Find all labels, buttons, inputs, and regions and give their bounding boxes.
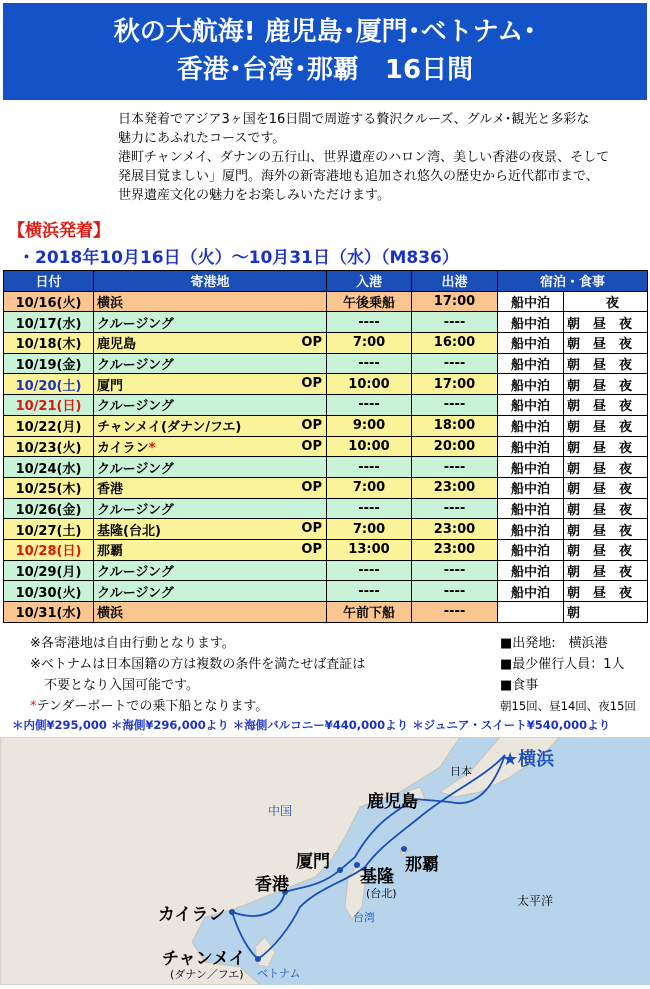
cell-departure: ---- xyxy=(412,312,498,333)
cell-departure: 23:00 xyxy=(412,539,498,560)
cell-stay: 船中泊 xyxy=(498,312,564,333)
optional-tour-badge: OP xyxy=(301,541,322,557)
cell-meals: 朝 xyxy=(564,602,648,623)
schedule-row xyxy=(4,436,648,457)
intro-line: 日本発着でアジア3ヶ国を16日間で周遊する贅沢クルーズ、グルメ･観光と多彩な xyxy=(118,112,590,127)
cell-departure: ---- xyxy=(412,498,498,519)
port-name: 鹿児島 xyxy=(97,337,137,353)
cell-departure: ---- xyxy=(412,395,498,416)
label-hongkong: 香港 xyxy=(255,875,289,895)
cell-arrival: ---- xyxy=(327,498,412,519)
optional-tour-badge: OP xyxy=(301,521,322,537)
cell-arrival: 10:00 xyxy=(327,436,412,457)
route-map xyxy=(0,737,650,985)
cell-stay: 船中泊 xyxy=(498,498,564,519)
intro-line: 発展目覚ましい」厦門。海外の新寄港地も追加され悠久の歴史から近代都市まで、 xyxy=(118,169,599,184)
cell-date: 10/31(水) xyxy=(4,602,94,623)
title-banner xyxy=(3,3,647,100)
cell-meals: 朝 昼 夜 xyxy=(564,581,648,602)
cell-date: 10/16(火) xyxy=(4,291,94,312)
optional-tour-badge: OP xyxy=(301,479,322,495)
cell-stay: 船中泊 xyxy=(498,581,564,602)
cell-arrival: 9:00 xyxy=(327,415,412,436)
intro-line: 港町チャンメイ、ダナンの五行山、世界遺産のハロン湾、美しい香港の夜景、そして xyxy=(118,150,610,165)
cell-stay xyxy=(498,602,564,623)
note: ※ベトナムは日本国籍の方は複数の条件を満たせば査証は xyxy=(30,657,366,672)
cell-date: 10/27(土) xyxy=(4,519,94,540)
label-yokohama: ★横浜 xyxy=(502,749,555,770)
cell-port xyxy=(94,498,327,519)
cell-departure: 17:00 xyxy=(412,291,498,312)
cell-date: 10/19(金) xyxy=(4,353,94,374)
schedule-row xyxy=(4,539,648,560)
cell-departure: 20:00 xyxy=(412,436,498,457)
header-stay-meals: 宿泊・食事 xyxy=(498,271,648,292)
schedule-row xyxy=(4,498,648,519)
cell-date: 10/25(木) xyxy=(4,477,94,498)
notes xyxy=(30,633,365,717)
schedule-row xyxy=(4,457,648,478)
cell-date: 10/26(金) xyxy=(4,498,94,519)
schedule-row xyxy=(4,353,648,374)
cell-date: 10/17(水) xyxy=(4,312,94,333)
header-date: 日付 xyxy=(4,271,94,292)
port-name: カイラン xyxy=(97,440,149,456)
port-name: クルージング xyxy=(97,564,174,580)
schedule-row xyxy=(4,291,648,312)
cell-date: 10/20(土) xyxy=(4,374,94,395)
cell-port xyxy=(94,477,327,498)
schedule-row xyxy=(4,333,648,354)
cell-arrival: ---- xyxy=(327,312,412,333)
cell-departure: ---- xyxy=(412,581,498,602)
cell-arrival: ---- xyxy=(327,353,412,374)
port-name: チャンメイ(ダナン/フエ) xyxy=(97,420,242,436)
cell-meals: 朝 昼 夜 xyxy=(564,457,648,478)
cailan-dot xyxy=(229,909,235,915)
cell-departure: 23:00 xyxy=(412,519,498,540)
cell-arrival: ---- xyxy=(327,560,412,581)
cell-port xyxy=(94,291,327,312)
optional-tour-badge: OP xyxy=(301,438,322,454)
header-departure: 出港 xyxy=(412,271,498,292)
cell-departure: ---- xyxy=(412,560,498,581)
label-china: 中国 xyxy=(268,804,293,818)
cell-arrival: 7:00 xyxy=(327,477,412,498)
info-meals-detail: 朝15回、昼14回、夜15回 xyxy=(500,699,636,713)
schedule-row xyxy=(4,560,648,581)
header-port: 寄港地 xyxy=(94,271,327,292)
cell-arrival: 10:00 xyxy=(327,374,412,395)
port-name: クルージング xyxy=(97,585,174,601)
optional-tour-badge: OP xyxy=(301,335,322,351)
cell-stay: 船中泊 xyxy=(498,539,564,560)
cell-arrival: 午後乗船 xyxy=(327,291,412,312)
cell-arrival: ---- xyxy=(327,395,412,416)
label-chanmei: チャンメイ xyxy=(162,949,246,969)
schedule-row xyxy=(4,519,648,540)
cell-meals: 朝 昼 夜 xyxy=(564,436,648,457)
cell-date: 10/22(月) xyxy=(4,415,94,436)
cell-stay: 船中泊 xyxy=(498,477,564,498)
cell-port xyxy=(94,374,327,395)
optional-tour-badge: OP xyxy=(301,376,322,392)
departure-heading: 【横浜発着】 xyxy=(8,221,110,241)
info-meals: ■食事 xyxy=(500,678,539,693)
cell-departure: 16:00 xyxy=(412,333,498,354)
cell-date: 10/30(火) xyxy=(4,581,94,602)
intro-text xyxy=(118,110,638,205)
cell-arrival: 7:00 xyxy=(327,333,412,354)
cell-meals: 朝 昼 夜 xyxy=(564,415,648,436)
cell-arrival: 13:00 xyxy=(327,539,412,560)
cell-stay: 船中泊 xyxy=(498,415,564,436)
note-text: テンダーボートでの乗下船となります。 xyxy=(36,699,269,714)
port-name: クルージング xyxy=(97,502,174,518)
cell-port xyxy=(94,602,327,623)
port-name: クルージング xyxy=(97,358,174,374)
label-naha: 那覇 xyxy=(405,855,439,875)
cell-port xyxy=(94,581,327,602)
cell-port xyxy=(94,560,327,581)
cell-meals: 朝 昼 夜 xyxy=(564,312,648,333)
tender-mark: * xyxy=(148,440,156,456)
cell-port xyxy=(94,353,327,374)
cell-stay: 船中泊 xyxy=(498,519,564,540)
cell-arrival: ---- xyxy=(327,457,412,478)
cell-port xyxy=(94,312,327,333)
cell-meals: 朝 昼 夜 xyxy=(564,374,648,395)
schedule-row xyxy=(4,395,648,416)
cell-stay: 船中泊 xyxy=(498,395,564,416)
label-cailan: カイラン xyxy=(158,905,226,925)
title-line-2: 香港･台湾･那覇 16日間 xyxy=(176,55,474,85)
label-keelung: 基隆 xyxy=(360,867,394,887)
cell-arrival: ---- xyxy=(327,581,412,602)
title-line-1: 秋の大航海! 鹿児島･厦門･ベトナム･ xyxy=(113,17,537,47)
port-name: クルージング xyxy=(97,316,174,332)
schedule-row xyxy=(4,581,648,602)
cell-departure: ---- xyxy=(412,353,498,374)
note: 不要となり入国可能です。 xyxy=(44,678,199,693)
cell-stay: 船中泊 xyxy=(498,560,564,581)
info-depart: ■出発地: 横浜港 xyxy=(500,636,608,651)
cell-meals: 夜 xyxy=(564,291,648,312)
header-arrival: 入港 xyxy=(327,271,412,292)
cell-departure: ---- xyxy=(412,457,498,478)
cell-date: 10/23(火) xyxy=(4,436,94,457)
note: ※各寄港地は自由行動となります。 xyxy=(30,636,235,651)
cell-meals: 朝 昼 夜 xyxy=(564,560,648,581)
cell-meals: 朝 昼 夜 xyxy=(564,539,648,560)
label-kagoshima: 鹿児島 xyxy=(367,792,418,812)
cell-stay: 船中泊 xyxy=(498,457,564,478)
label-pacific: 太平洋 xyxy=(517,894,554,908)
label-xiamen: 厦門 xyxy=(296,852,330,872)
cell-date: 10/28(日) xyxy=(4,539,94,560)
schedule-table xyxy=(3,270,648,623)
cell-port xyxy=(94,539,327,560)
price-list: ＊内側¥295,000 ＊海側¥296,000より ＊海側バルコニー¥440,000より ＊ジュニア・スイート¥540,000より xyxy=(12,718,611,732)
port-name: クルージング xyxy=(97,461,174,477)
star-mark: * xyxy=(30,699,37,714)
cell-departure: ---- xyxy=(412,602,498,623)
cell-meals: 朝 昼 夜 xyxy=(564,519,648,540)
cell-meals: 朝 昼 夜 xyxy=(564,333,648,354)
cell-date: 10/21(日) xyxy=(4,395,94,416)
cell-port xyxy=(94,395,327,416)
cell-meals: 朝 昼 夜 xyxy=(564,395,648,416)
schedule-row xyxy=(4,602,648,623)
cell-port xyxy=(94,415,327,436)
cell-arrival: 7:00 xyxy=(327,519,412,540)
cell-date: 10/18(木) xyxy=(4,333,94,354)
port-name: 横浜 xyxy=(97,606,124,622)
label-danang: (ダナン／フエ) xyxy=(170,968,244,981)
note xyxy=(30,696,365,717)
cell-departure: 23:00 xyxy=(412,477,498,498)
cell-departure: 18:00 xyxy=(412,415,498,436)
tour-period: ・2018年10月16日（火）～10月31日（水）（M836） xyxy=(18,248,459,268)
label-japan: 日本 xyxy=(450,765,472,778)
cell-stay: 船中泊 xyxy=(498,353,564,374)
intro-line: 魅力にあふれたコースです。 xyxy=(118,131,286,146)
schedule-row xyxy=(4,415,648,436)
cell-meals: 朝 昼 夜 xyxy=(564,477,648,498)
chanmei-dot xyxy=(255,956,261,962)
cell-arrival: 午前下船 xyxy=(327,602,412,623)
schedule-row xyxy=(4,312,648,333)
tour-info xyxy=(500,633,636,717)
cell-stay: 船中泊 xyxy=(498,374,564,395)
port-name: クルージング xyxy=(97,399,174,415)
optional-tour-badge: OP xyxy=(301,417,322,433)
port-name: 横浜 xyxy=(97,296,124,312)
cell-meals: 朝 昼 夜 xyxy=(564,498,648,519)
xiamen-dot xyxy=(337,867,343,873)
info-min-people: ■最少催行人員：1人 xyxy=(500,657,625,672)
cell-meals: 朝 昼 夜 xyxy=(564,353,648,374)
schedule-row xyxy=(4,374,648,395)
port-name: 那覇 xyxy=(97,544,124,560)
cell-departure: 17:00 xyxy=(412,374,498,395)
cell-port xyxy=(94,436,327,457)
label-vietnam: ベトナム xyxy=(257,967,301,980)
port-name: 香港 xyxy=(97,482,124,498)
intro-line: 世界遺産文化の魅力をお楽しみいただけます。 xyxy=(118,188,390,203)
cell-date: 10/29(月) xyxy=(4,560,94,581)
cell-stay: 船中泊 xyxy=(498,333,564,354)
port-name: 基隆(台北) xyxy=(97,523,161,539)
cell-port xyxy=(94,457,327,478)
cell-port xyxy=(94,333,327,354)
cell-port xyxy=(94,519,327,540)
port-name: 厦門 xyxy=(97,378,124,394)
schedule-row xyxy=(4,477,648,498)
cell-stay: 船中泊 xyxy=(498,291,564,312)
cell-date: 10/24(水) xyxy=(4,457,94,478)
cell-stay: 船中泊 xyxy=(498,436,564,457)
label-taipei: (台北) xyxy=(366,887,397,900)
label-taiwan: 台湾 xyxy=(353,911,375,924)
